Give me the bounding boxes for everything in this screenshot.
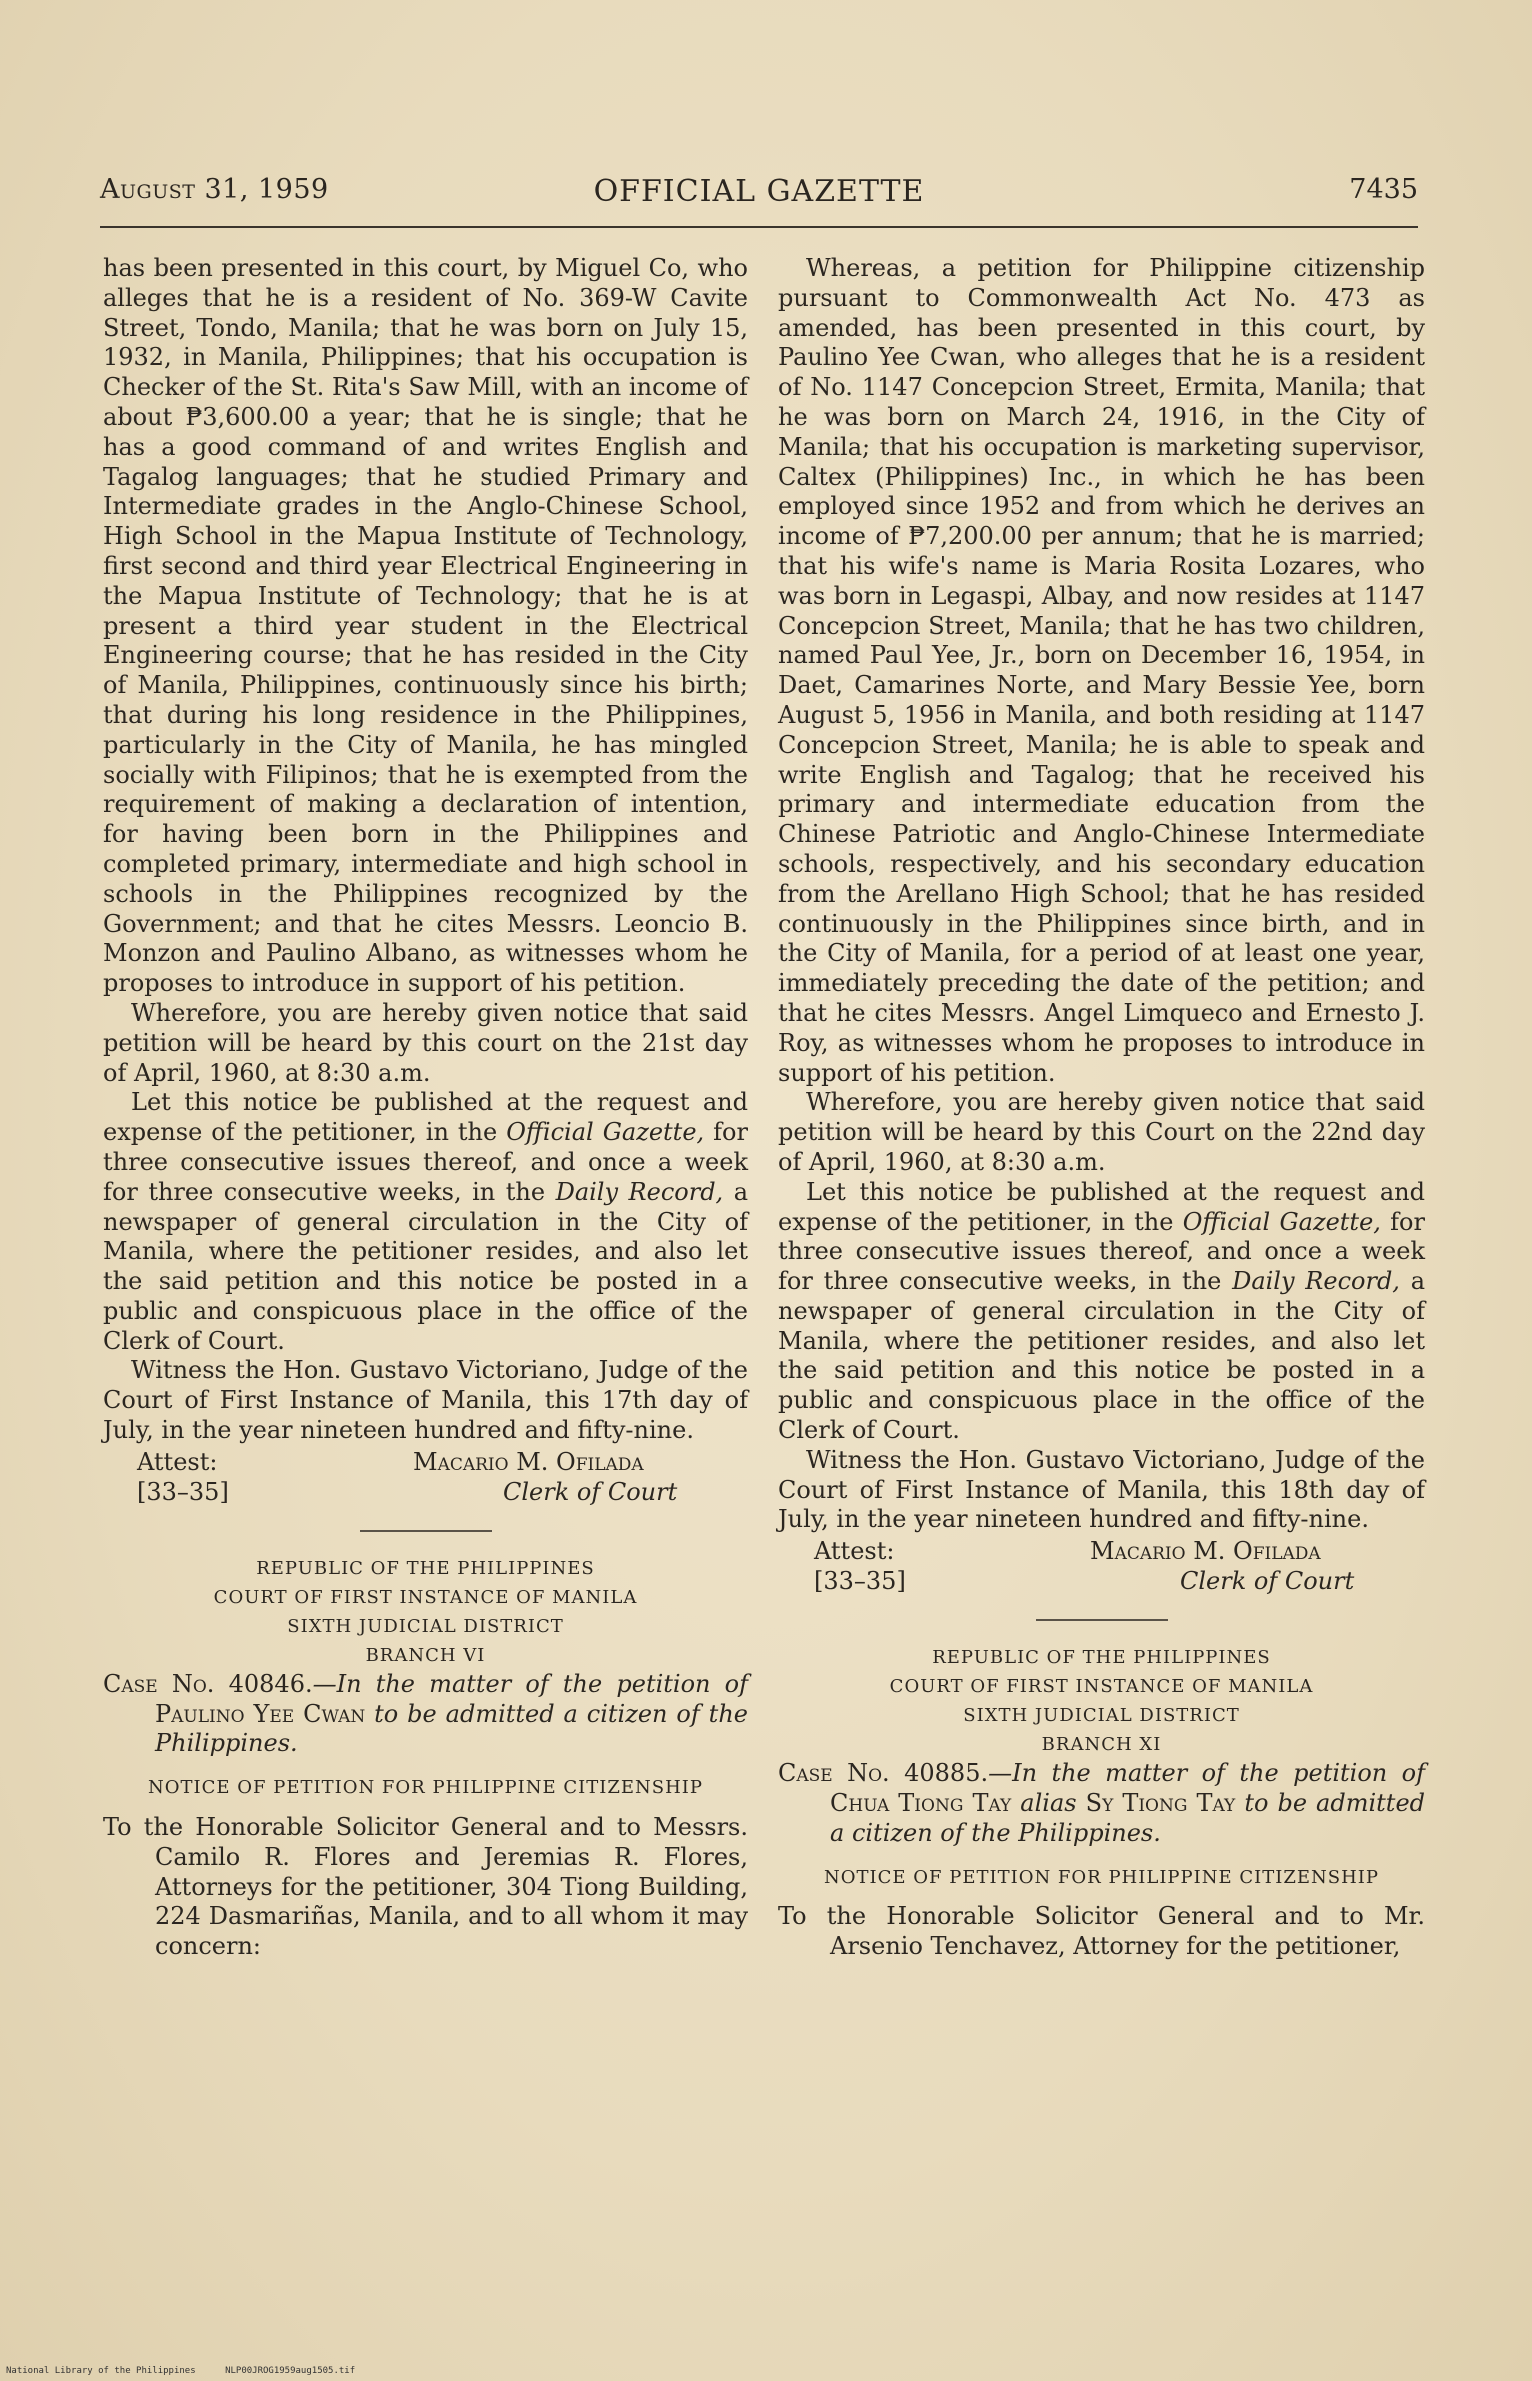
publication-title: OFFICIAL GAZETTE xyxy=(593,174,925,209)
court-name: COURT OF FIRST INSTANCE OF MANILA xyxy=(889,1676,1314,1698)
left-petition-paragraph: has been presented in this court, by Miguel Co, who alleges that he is a resident of No. 369-W Cavite Street, Tondo, Manila; that he was born on July 15, 1932, in Manila, Philippines; that his occupation is Checker of the St. Rita's Saw Mill, with an income of about ₱3,600.00 a year; that he is single; that he has a good command of and writes English and Tagalog languages; that he studied Primary and Intermediate grades in the Anglo-Chinese School, High School in the Mapua Institute of Technology, first second and third year Electrical Engineering in the Mapua Institute of Technology; that he is at present a third year student in the Electrical Engineering course; that he has resided in the City of Manila, Philippines, continuously since his birth; that during his long residence in the Philippines, particularly in the City of Manila, he has mingled socially with Filipinos; that he is exempted from the requirement of making a declaration of intention, for having been born in the Philippines and completed primary, intermediate and high school in schools in the Philippines recognized by the Government; and that he cites Messrs. Leoncio B. Monzon and Paulino Albano, as witnesses whom he proposes to introduce in support of his petition. xyxy=(103,254,748,998)
clerk-title: Clerk of Court xyxy=(503,1477,678,1506)
library-credit: National Library of the Philippines xyxy=(6,2366,196,2376)
court-district: SIXTH JUDICIAL DISTRICT xyxy=(287,1615,564,1637)
case-title: Case No. 40846.—In the matter of the petition of Paulino Yee Cwan to be admitted a citizen of the Philippines. xyxy=(103,1669,748,1758)
court-branch: BRANCH VI xyxy=(365,1644,486,1666)
right-signature-block xyxy=(778,1537,1425,1597)
left-witness-paragraph: Witness the Hon. Gustavo Victoriano, Judge of the Court of First Instance of Manila, this 17th day of July, in the year nineteen hundred and fifty-nine. xyxy=(103,1356,748,1445)
address-paragraph: To the Honorable Solicitor General and to Mr. Arsenio Tenchavez, Attorney for the petitioner, xyxy=(778,1902,1425,1961)
right-witness-paragraph: Witness the Hon. Gustavo Victoriano, Judge of the Court of First Instance of Manila, this 18th day of July, in the year nineteen hundred and fifty-nine. xyxy=(778,1445,1425,1534)
file-name: NLP00JROG1959aug1505.tif xyxy=(225,2366,356,2376)
header-rule xyxy=(100,226,1418,228)
court-branch: BRANCH XI xyxy=(1041,1734,1162,1756)
page-number: 7435 xyxy=(1349,174,1418,205)
issue-numbers: [33–35] xyxy=(137,1477,229,1506)
issue-numbers: [33–35] xyxy=(814,1567,906,1596)
clerk-name: Macario M. Ofilada xyxy=(413,1447,644,1476)
left-column xyxy=(103,254,748,1962)
notice-heading: NOTICE OF PETITION FOR PHILIPPINE CITIZENSHIP xyxy=(823,1866,1380,1888)
court-district: SIXTH JUDICIAL DISTRICT xyxy=(963,1705,1240,1727)
address-paragraph: To the Honorable Solicitor General and to Messrs. Camilo R. Flores and Jeremias R. Flores, Attorneys for the petitioner, 304 Tiong Building, 224 Dasmariñas, Manila, and to all whom it may concern: xyxy=(103,1813,748,1961)
issue-date: August 31, 1959 xyxy=(100,174,329,205)
right-publication-paragraph: Let this notice be published at the request and expense of the petitioner, in the Official Gazette, for three consecutive issues thereof, and once a week for three consecutive weeks, in the Daily Record, a newspaper of general circulation in the City of Manila, where the petitioner resides, and also let the said petition and this notice be posted in a public and conspicuous place in the office of the Clerk of Court. xyxy=(778,1177,1426,1445)
court-heading xyxy=(103,1554,748,1670)
left-signature-block xyxy=(103,1448,748,1508)
running-head xyxy=(100,170,1418,210)
left-publication-paragraph: Let this notice be published at the request and expense of the petitioner, in the Official Gazette, for three consecutive issues thereof, and once a week for three consecutive weeks, in the Daily Record, a newspaper of general circulation in the City of Manila, where the petitioner resides, and also let the said petition and this notice be posted in a public and conspicuous place in the office of the Clerk of Court. xyxy=(103,1088,749,1355)
right-hearing-paragraph: Wherefore, you are hereby given notice that said petition will be heard by this Court on the 22nd day of April, 1960, at 8:30 a.m. xyxy=(778,1088,1425,1176)
notice-heading: NOTICE OF PETITION FOR PHILIPPINE CITIZENSHIP xyxy=(147,1777,704,1799)
section-divider xyxy=(360,1530,492,1532)
court-name: COURT OF FIRST INSTANCE OF MANILA xyxy=(213,1586,638,1608)
court-republic: REPUBLIC OF THE PHILIPPINES xyxy=(932,1647,1271,1669)
clerk-name: Macario M. Ofilada xyxy=(1090,1537,1321,1566)
clerk-title: Clerk of Court xyxy=(1180,1567,1355,1596)
right-petition-paragraph: Whereas, a petition for Philippine citizenship pursuant to Commonwealth Act No. 473 as amended, has been presented in this court, by Paulino Yee Cwan, who alleges that he is a resident of No. 1147 Concepcion Street, Ermita, Manila; that he was born on March 24, 1916, in the City of Manila; that his occupation is marketing supervisor, Caltex (Philippines) Inc., in which he has been employed since 1952 and from which he derives an income of ₱7,200.00 per annum; that he is married; that his wife's name is Maria Rosita Lozares, who was born in Legaspi, Albay, and now resides at 1147 Concepcion Street, Manila; that he has two children, named Paul Yee, Jr., born on December 16, 1954, in Daet, Camarines Norte, and Mary Bessie Yee, born August 5, 1956 in Manila, and both residing at 1147 Concepcion Street, Manila; he is able to speak and write English and Tagalog; that he received his primary and intermediate education from the Chinese Patriotic and Anglo-Chinese Intermediate schools, respectively, and his secondary education from the Arellano High School; that he has resided continuously in the Philippines since birth, and in the City of Manila, for a period of at least one year, immediately preceding the date of the petition; and that he cites Messrs. Angel Limqueco and Ernesto J. Roy, as witnesses whom he proposes to introduce in support of his petition. xyxy=(778,254,1425,1087)
scan-footer xyxy=(6,2366,379,2376)
court-heading xyxy=(778,1643,1425,1759)
attest-label: Attest: xyxy=(814,1537,895,1566)
left-hearing-paragraph: Wherefore, you are hereby given notice that said petition will be heard by this court on the 21st day of April, 1960, at 8:30 a.m. xyxy=(103,998,748,1087)
court-republic: REPUBLIC OF THE PHILIPPINES xyxy=(256,1557,595,1579)
section-divider xyxy=(1036,1619,1168,1621)
attest-label: Attest: xyxy=(137,1447,218,1476)
case-title: Case No. 40885.—In the matter of the petition of Chua Tiong Tay alias Sy Tiong Tay to be admitted a citizen of the Philippines. xyxy=(778,1759,1426,1847)
right-column xyxy=(778,254,1425,1962)
